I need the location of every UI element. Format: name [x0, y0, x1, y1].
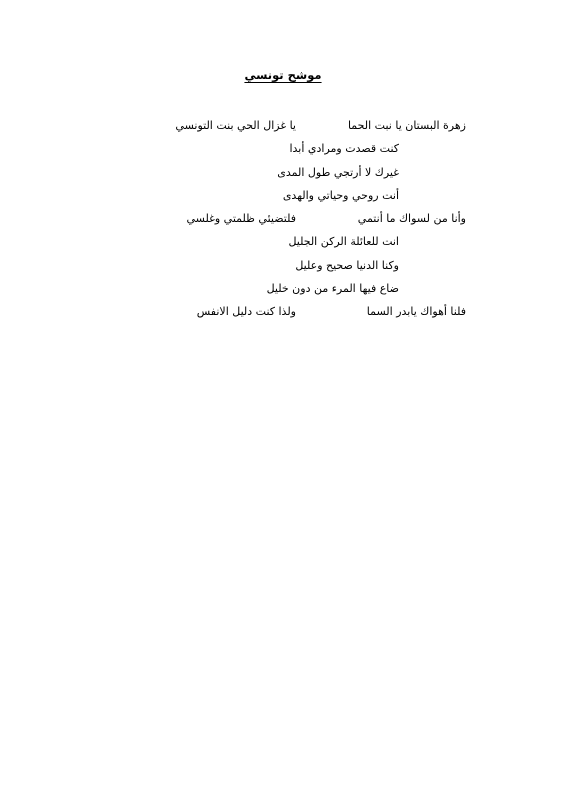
verse-first-hemistich: زهرة البستان يا نبت الحما: [347, 119, 466, 132]
poem-body: [176, 114, 466, 324]
poem-line: كنت قصدت ومرادي أبدا: [289, 142, 399, 156]
poem-line: أنت روحي وحياتي والهدى: [282, 188, 399, 202]
verse-first-hemistich: فلنا أهواك يابدر السما: [366, 305, 466, 319]
poem-line: وكنا الدنيا صحيح وعليل: [295, 258, 399, 272]
poem-line: غيرك لا أرتجي طول المدى: [277, 165, 399, 179]
poem-line: [176, 300, 466, 323]
verse-second-hemistich: فلتضيئي ظلمتي وغلسي: [186, 212, 296, 226]
poem-line: [176, 114, 466, 137]
poem-line: [176, 207, 466, 230]
poem-line: انت للعائلة الركن الجليل: [288, 235, 399, 249]
verse-second-hemistich: ولذا كنت دليل الانفس: [196, 305, 296, 319]
poem-line: ضاع فيها المرء من دون خليل: [266, 282, 399, 296]
poem-title: موشح تونسي: [244, 68, 322, 82]
verse-second-hemistich: يا غزال الحي بنت التونسي: [175, 119, 296, 132]
verse-first-hemistich: وأنا من لسواك ما أنتمي: [357, 212, 466, 226]
